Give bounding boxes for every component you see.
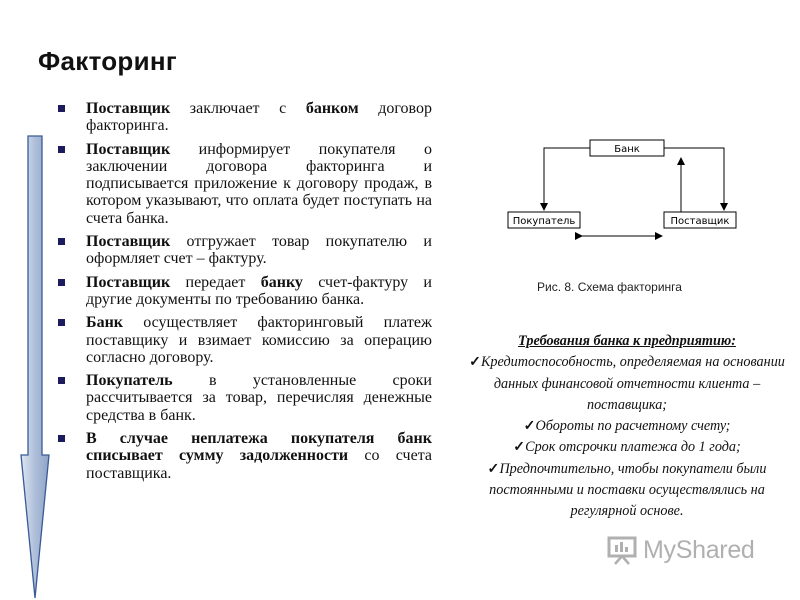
checkmark-icon: ✓ xyxy=(523,418,536,435)
checkmark-icon: ✓ xyxy=(487,460,500,477)
checkmark-icon: ✓ xyxy=(513,439,526,456)
bullet-square-icon xyxy=(58,238,65,245)
bank-requirements xyxy=(468,331,786,523)
list-item: ✓Срок отсрочки платежа до 1 года; xyxy=(513,439,741,456)
down-arrow-graphic xyxy=(20,135,50,600)
diagram-caption: Рис. 8. Схема факторинга xyxy=(537,280,682,294)
list-item: Поставщик заключает с банком договор факторинга. xyxy=(58,100,432,135)
bullet-square-icon xyxy=(58,435,65,442)
watermark-text: MyShared xyxy=(643,535,755,564)
bullet-square-icon xyxy=(58,105,65,112)
list-item: ✓Предпочтительно, чтобы покупатели были постоянными и поставки осуществлялись на регулярной основе. xyxy=(487,460,767,520)
list-item: ✓Обороты по расчетному счету; xyxy=(523,418,731,435)
requirements-heading: Требования банка к предприятию: xyxy=(518,333,736,349)
list-item: Банк осуществляет факторинговый платеж поставщику и взимает комиссию за операцию согласно договору. xyxy=(58,314,432,366)
buyer-label: Покупатель xyxy=(512,216,576,227)
bank-label: Банк xyxy=(614,144,640,155)
bullet-square-icon xyxy=(58,377,65,384)
bullet-square-icon xyxy=(58,279,65,286)
bullet-square-icon xyxy=(58,146,65,153)
factoring-scheme-diagram xyxy=(498,132,744,250)
slide-title: Факторинг xyxy=(38,46,178,76)
list-item: Поставщик передает банку счет-фактуру и другие документы по требованию банка. xyxy=(58,274,432,309)
presentation-board-icon xyxy=(606,534,638,566)
checkmark-icon: ✓ xyxy=(469,354,481,371)
list-item: Покупатель в установленные сроки рассчитывается за товар, перечисляя денежные средства в банк. xyxy=(58,372,432,424)
myshared-watermark xyxy=(606,534,755,566)
list-item: ✓Кредитоспособность, определяемая на основании данных финансовой отчетности клиента – поставщика; xyxy=(469,354,785,413)
list-item: Поставщик отгружает товар покупателю и оформляет счет – фактуру. xyxy=(58,233,432,268)
arrow-bank-to-supplier xyxy=(664,148,724,210)
bullet-square-icon xyxy=(58,319,65,326)
list-item: В случае неплатежа покупателя банк списывает сумму задолженности со счета поставщика. xyxy=(58,430,432,482)
bullet-list xyxy=(58,100,432,488)
supplier-label: Поставщик xyxy=(670,216,730,227)
arrow-bank-to-buyer xyxy=(544,148,590,210)
list-item: Поставщик информирует покупателя о заключении договора факторинга и подписывается приложение к договору продаж, в котором указывают, что оплата будет поступать на счета банка. xyxy=(58,141,432,227)
